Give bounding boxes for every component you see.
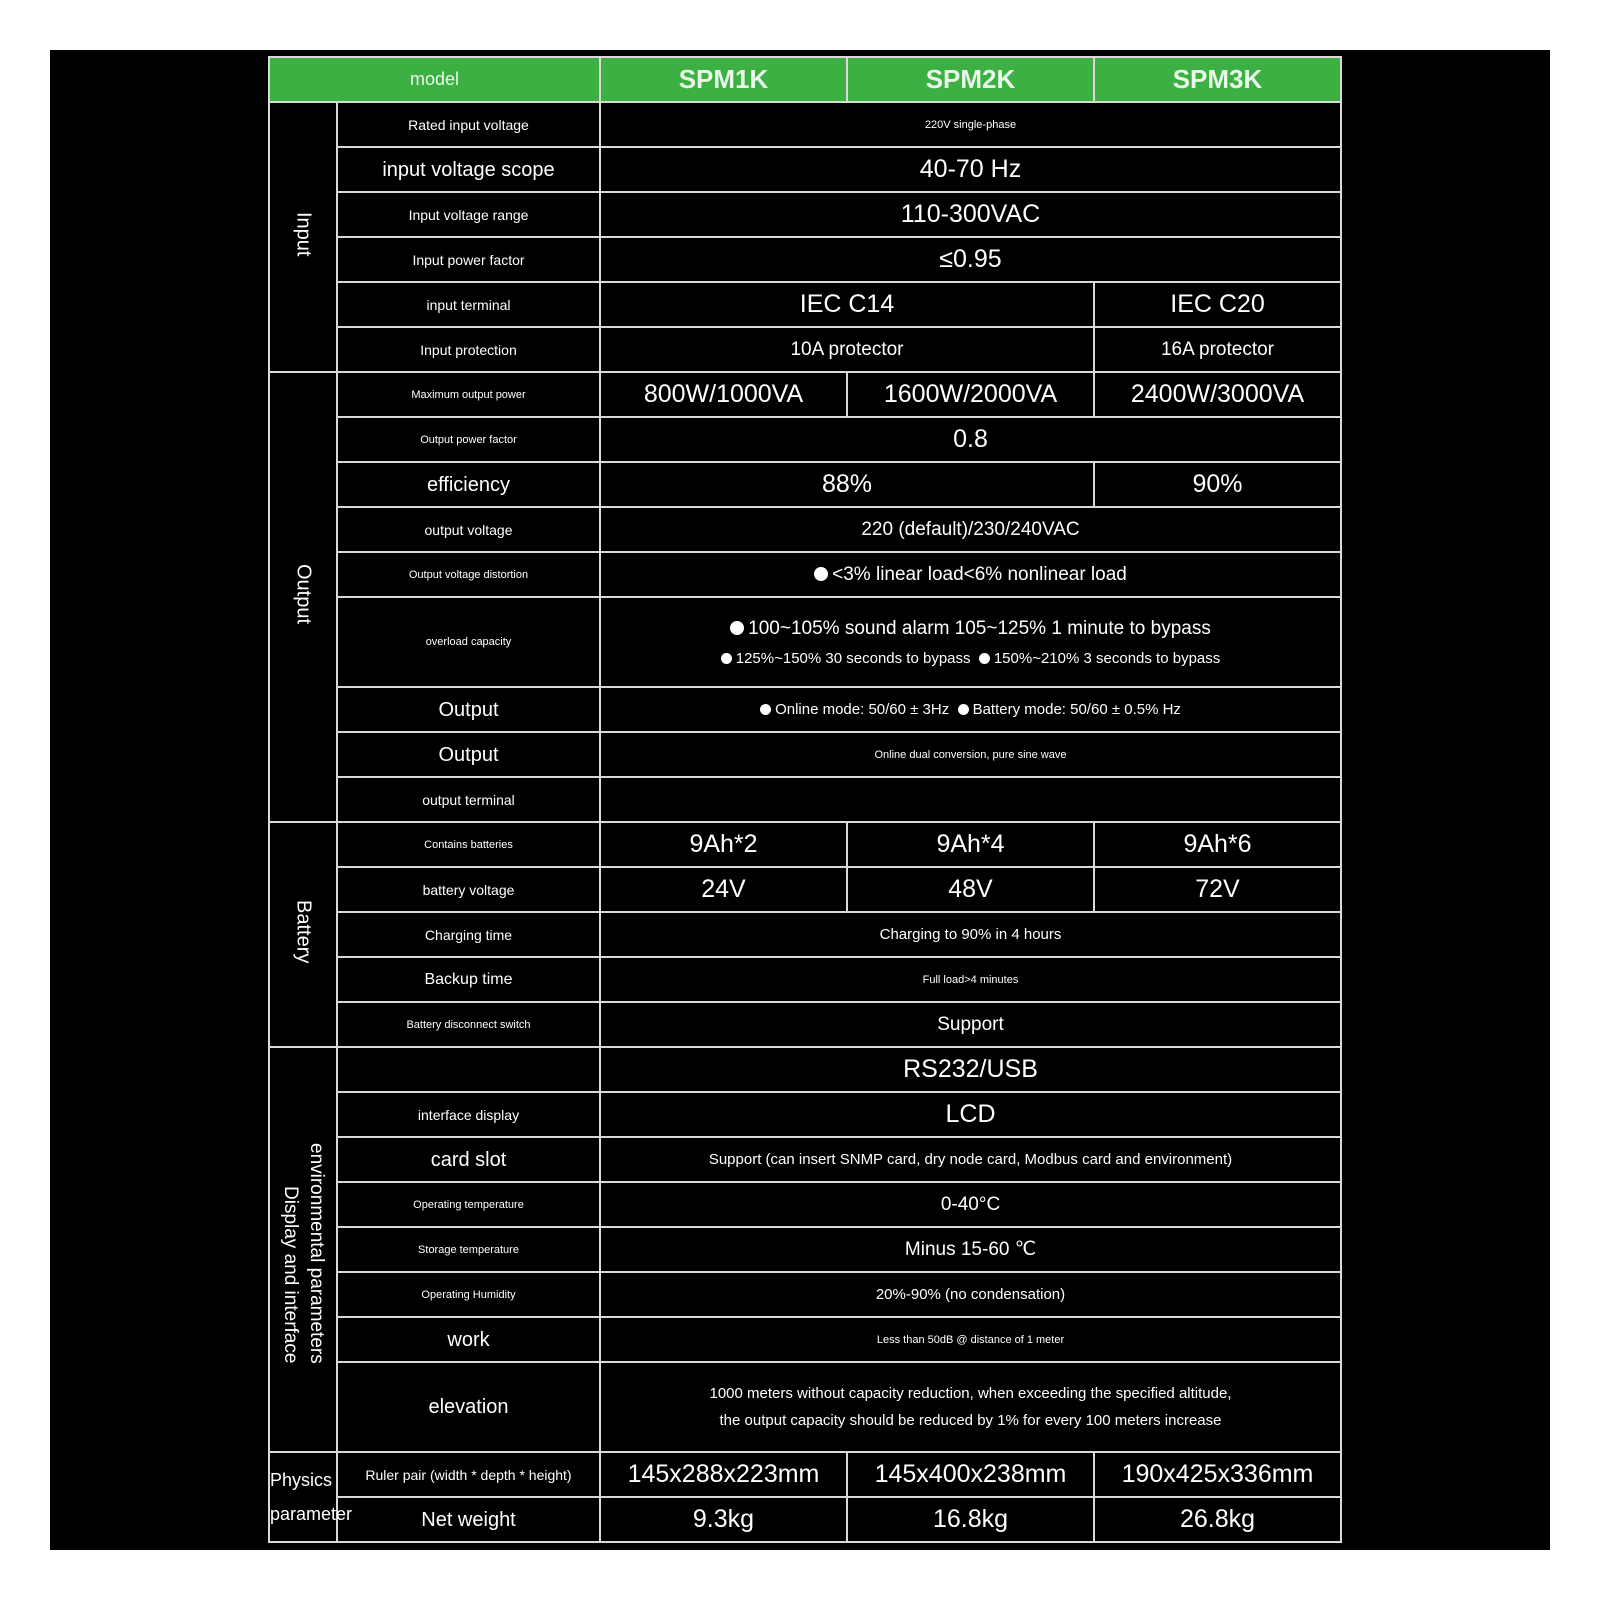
table-row <box>269 732 1341 777</box>
row-value <box>600 552 1341 597</box>
table-row <box>269 552 1341 597</box>
table-row <box>269 327 1341 372</box>
table-row <box>269 462 1341 507</box>
row-label: work <box>337 1317 600 1362</box>
elevation-line-2: the output capacity should be reduced by 1% for every 100 meters increase <box>719 1412 1222 1429</box>
row-value: 9Ah*2 <box>600 822 847 867</box>
bullet-icon <box>730 621 744 635</box>
row-value: 26.8kg <box>1094 1497 1341 1542</box>
row-label: output terminal <box>337 777 600 822</box>
row-value: 145x288x223mm <box>600 1452 847 1497</box>
row-value <box>600 597 1341 687</box>
row-value: 220V single-phase <box>600 102 1341 147</box>
bullet-icon <box>721 653 732 664</box>
row-label: efficiency <box>337 462 600 507</box>
table-row <box>269 147 1341 192</box>
row-label: output voltage <box>337 507 600 552</box>
row-value: 10A protector <box>600 327 1094 372</box>
table-row <box>269 192 1341 237</box>
row-value: 9Ah*6 <box>1094 822 1341 867</box>
row-value: 110-300VAC <box>600 192 1341 237</box>
row-value: 72V <box>1094 867 1341 912</box>
row-value: 16.8kg <box>847 1497 1094 1542</box>
table-row <box>269 102 1341 147</box>
table-row <box>269 417 1341 462</box>
table-row <box>269 912 1341 957</box>
row-label: Operating Humidity <box>337 1272 600 1317</box>
row-label: card slot <box>337 1137 600 1182</box>
row-value: 0.8 <box>600 417 1341 462</box>
row-label: Contains batteries <box>337 822 600 867</box>
row-label: Output <box>337 687 600 732</box>
table-row <box>269 1227 1341 1272</box>
table-row <box>269 1317 1341 1362</box>
row-value: 40-70 Hz <box>600 147 1341 192</box>
table-row <box>269 507 1341 552</box>
row-label: Input voltage range <box>337 192 600 237</box>
table-row <box>269 1362 1341 1452</box>
row-value: 9.3kg <box>600 1497 847 1542</box>
row-label: Ruler pair (width * depth * height) <box>337 1452 600 1497</box>
row-value: 9Ah*4 <box>847 822 1094 867</box>
model-spm3k: SPM3K <box>1094 57 1341 102</box>
overload-line-2b: 150%~210% 3 seconds to bypass <box>993 649 1221 667</box>
table-row <box>269 1452 1341 1497</box>
table-row <box>269 237 1341 282</box>
row-value <box>600 777 1341 822</box>
row-value: 800W/1000VA <box>600 372 847 417</box>
row-label: Backup time <box>337 957 600 1002</box>
row-value: 0-40°C <box>600 1182 1341 1227</box>
table-row <box>269 597 1341 687</box>
spec-table <box>268 56 1342 1543</box>
row-value <box>600 1362 1341 1452</box>
row-label: Output <box>337 732 600 777</box>
row-label: Input protection <box>337 327 600 372</box>
row-value: ≤0.95 <box>600 237 1341 282</box>
row-value: 190x425x336mm <box>1094 1452 1341 1497</box>
row-label: Operating temperature <box>337 1182 600 1227</box>
row-label: elevation <box>337 1362 600 1452</box>
table-row <box>269 1092 1341 1137</box>
header-row <box>269 57 1341 102</box>
category-output: Output <box>269 372 337 822</box>
table-row <box>269 1182 1341 1227</box>
table-row <box>269 687 1341 732</box>
row-label: Output voltage distortion <box>337 552 600 597</box>
row-value: 24V <box>600 867 847 912</box>
row-label: overload capacity <box>337 597 600 687</box>
row-label: interface display <box>337 1092 600 1137</box>
table-row <box>269 282 1341 327</box>
row-label: input voltage scope <box>337 147 600 192</box>
row-value: Online dual conversion, pure sine wave <box>600 732 1341 777</box>
row-label: Output power factor <box>337 417 600 462</box>
row-label: Maximum output power <box>337 372 600 417</box>
distortion-text: <3% linear load<6% nonlinear load <box>832 563 1127 585</box>
model-header: model <box>269 57 600 102</box>
row-label: Charging time <box>337 912 600 957</box>
row-value: LCD <box>600 1092 1341 1137</box>
row-value: 90% <box>1094 462 1341 507</box>
bullet-icon <box>979 653 990 664</box>
row-value: Less than 50dB @ distance of 1 meter <box>600 1317 1341 1362</box>
row-value: 20%-90% (no condensation) <box>600 1272 1341 1317</box>
row-label: battery voltage <box>337 867 600 912</box>
row-value: IEC C14 <box>600 282 1094 327</box>
bullet-icon <box>814 567 828 581</box>
row-label: input terminal <box>337 282 600 327</box>
row-label: Rated input voltage <box>337 102 600 147</box>
bullet-icon <box>958 704 969 715</box>
row-value <box>600 687 1341 732</box>
row-value: 145x400x238mm <box>847 1452 1094 1497</box>
bullet-icon <box>760 704 771 715</box>
table-row <box>269 867 1341 912</box>
table-row <box>269 1497 1341 1542</box>
table-row <box>269 372 1341 417</box>
row-value: Full load>4 minutes <box>600 957 1341 1002</box>
category-environmental: environmental parameters <box>306 1142 328 1364</box>
row-value: 88% <box>600 462 1094 507</box>
row-value: 1600W/2000VA <box>847 372 1094 417</box>
row-label: Net weight <box>337 1497 600 1542</box>
overload-line-1: 100~105% sound alarm 105~125% 1 minute to bypass <box>748 617 1211 639</box>
row-label <box>337 1047 600 1092</box>
freq-online: Online mode: 50/60 ± 3Hz <box>775 701 950 718</box>
table-row <box>269 957 1341 1002</box>
category-battery: Battery <box>269 822 337 1047</box>
model-spm2k: SPM2K <box>847 57 1094 102</box>
category-physics: Physics parameter <box>269 1452 337 1542</box>
table-row <box>269 822 1341 867</box>
row-value: RS232/USB <box>600 1047 1341 1092</box>
row-value: 48V <box>847 867 1094 912</box>
model-spm1k: SPM1K <box>600 57 847 102</box>
row-value: IEC C20 <box>1094 282 1341 327</box>
overload-line-2a: 125%~150% 30 seconds to bypass <box>735 649 971 667</box>
row-value: Support (can insert SNMP card, dry node card, Modbus card and environment) <box>600 1137 1341 1182</box>
row-value: 16A protector <box>1094 327 1341 372</box>
elevation-line-1: 1000 meters without capacity reduction, when exceeding the specified altitude, <box>709 1385 1232 1402</box>
table-row <box>269 1272 1341 1317</box>
row-value: 2400W/3000VA <box>1094 372 1341 417</box>
row-label: Storage temperature <box>337 1227 600 1272</box>
table-row <box>269 777 1341 822</box>
row-value: Minus 15-60 ℃ <box>600 1227 1341 1272</box>
row-value: Support <box>600 1002 1341 1047</box>
row-label: Battery disconnect switch <box>337 1002 600 1047</box>
row-label: Input power factor <box>337 237 600 282</box>
table-row <box>269 1002 1341 1047</box>
category-input: Input <box>269 102 337 372</box>
row-value: Charging to 90% in 4 hours <box>600 912 1341 957</box>
row-value: 220 (default)/230/240VAC <box>600 507 1341 552</box>
table-row <box>269 1137 1341 1182</box>
freq-battery: Battery mode: 50/60 ± 0.5% Hz <box>972 701 1181 718</box>
category-display-interface: Display and interface environmental parameters <box>269 1047 337 1452</box>
table-row <box>269 1047 1341 1092</box>
